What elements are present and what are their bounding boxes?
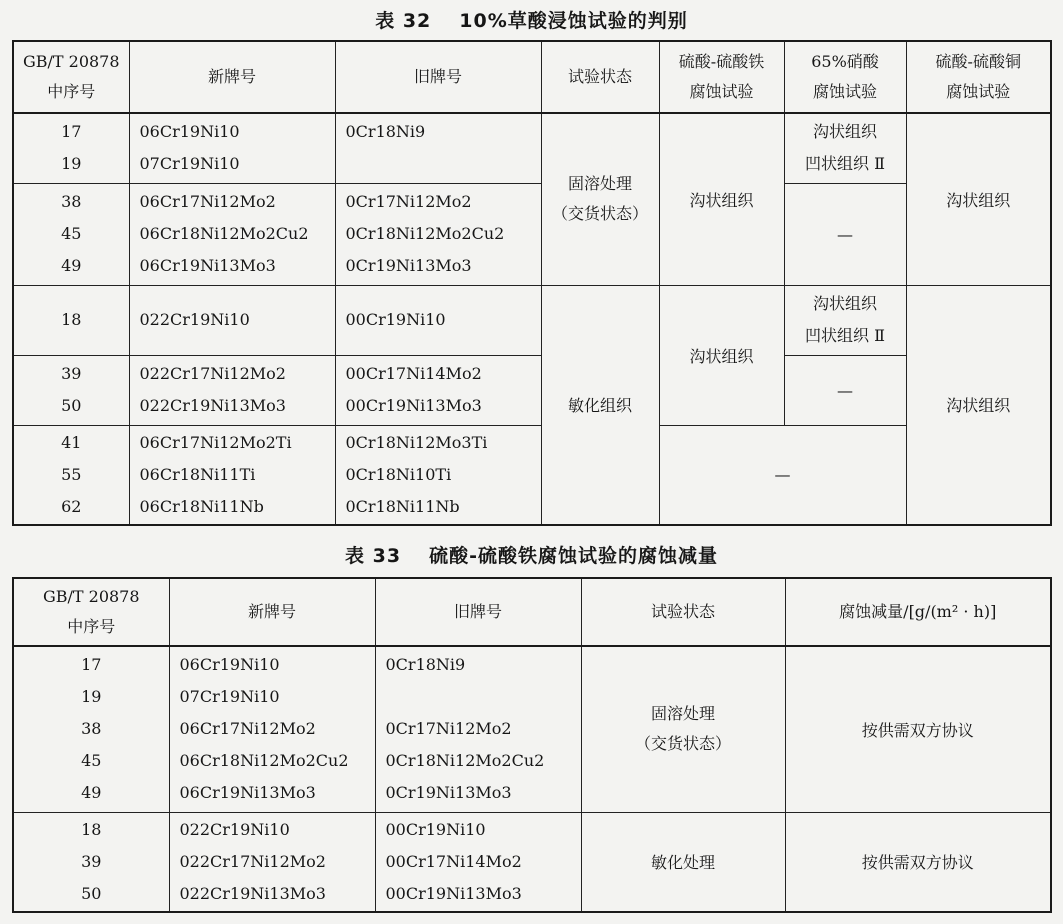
header-h2so4-cu: 硫酸-硫酸铜 腐蚀试验 xyxy=(906,41,1051,113)
new-grade-cell: 06Cr19Ni10 07Cr19Ni10 xyxy=(129,113,335,183)
new-grade-cell: 06Cr17Ni12Mo2 06Cr18Ni12Mo2Cu2 06Cr19Ni13Mo3 xyxy=(129,183,335,285)
old-grade-cell: 0Cr17Ni12Mo2 0Cr18Ni12Mo2Cu2 0Cr19Ni13Mo3 xyxy=(335,183,541,285)
index-cell: 17 19 38 45 49 xyxy=(13,646,169,812)
header-state: 试验状态 xyxy=(541,41,659,113)
table33-title: 硫酸-硫酸铁腐蚀试验的腐蚀减量 xyxy=(429,545,718,567)
table-row xyxy=(13,425,1051,525)
new-grade-cell: 022Cr19Ni10 022Cr17Ni12Mo2 022Cr19Ni13Mo3 xyxy=(169,812,375,912)
hno3-result-cell: 沟状组织 凹状组织 Ⅱ xyxy=(784,113,906,183)
index-cell: 17 19 xyxy=(13,113,129,183)
table-row xyxy=(13,113,1051,183)
table33-header-row xyxy=(13,578,1051,646)
index-cell: 18 39 50 xyxy=(13,812,169,912)
header-new-grade: 新牌号 xyxy=(129,41,335,113)
table33-caption xyxy=(0,541,1063,568)
index-cell: 18 xyxy=(13,285,129,355)
old-grade-cell: 0Cr18Ni9 0Cr17Ni12Mo2 0Cr18Ni12Mo2Cu2 0Cr19Ni13Mo3 xyxy=(375,646,581,812)
table32-number: 表 32 xyxy=(375,10,432,32)
hno3-result-cell: — xyxy=(784,183,906,285)
old-grade-cell: 00Cr17Ni14Mo2 00Cr19Ni13Mo3 xyxy=(335,355,541,425)
hno3-result-cell: — xyxy=(784,355,906,425)
state-cell: 敏化组织 xyxy=(541,285,659,525)
header-new-grade: 新牌号 xyxy=(169,578,375,646)
index-cell: 39 50 xyxy=(13,355,129,425)
header-old-grade: 旧牌号 xyxy=(335,41,541,113)
header-h2so4-fe: 硫酸-硫酸铁 腐蚀试验 xyxy=(659,41,784,113)
fe-result-cell: 沟状组织 xyxy=(659,113,784,285)
table-row xyxy=(13,285,1051,355)
header-index: GB/T 20878 中序号 xyxy=(13,41,129,113)
new-grade-cell: 06Cr19Ni10 07Cr19Ni10 06Cr17Ni12Mo2 06Cr18Ni12Mo2Cu2 06Cr19Ni13Mo3 xyxy=(169,646,375,812)
header-hno3: 65%硝酸 腐蚀试验 xyxy=(784,41,906,113)
new-grade-cell: 022Cr19Ni10 xyxy=(129,285,335,355)
table32-title: 10%草酸浸蚀试验的判别 xyxy=(459,10,688,32)
index-cell: 41 55 62 xyxy=(13,425,129,525)
state-cell: 固溶处理 （交货状态） xyxy=(581,646,785,812)
table32 xyxy=(12,40,1052,526)
fe-result-cell: 沟状组织 xyxy=(659,285,784,425)
new-grade-cell: 022Cr17Ni12Mo2 022Cr19Ni13Mo3 xyxy=(129,355,335,425)
table32-caption xyxy=(0,6,1063,33)
header-corrosion-loss: 腐蚀减量/[g/(m² · h)] xyxy=(785,578,1051,646)
header-state: 试验状态 xyxy=(581,578,785,646)
fe-hno3-result-cell: — xyxy=(659,425,906,525)
cu-result-cell: 沟状组织 xyxy=(906,285,1051,525)
corrosion-loss-cell: 按供需双方协议 xyxy=(785,646,1051,812)
state-cell: 敏化处理 xyxy=(581,812,785,912)
cu-result-cell: 沟状组织 xyxy=(906,113,1051,285)
old-grade-cell: 00Cr19Ni10 xyxy=(335,285,541,355)
new-grade-cell: 06Cr17Ni12Mo2Ti 06Cr18Ni11Ti 06Cr18Ni11Nb xyxy=(129,425,335,525)
table32-header-row xyxy=(13,41,1051,113)
table-row xyxy=(13,183,1051,285)
header-old-grade: 旧牌号 xyxy=(375,578,581,646)
state-cell: 固溶处理 （交货状态） xyxy=(541,113,659,285)
old-grade-cell: 0Cr18Ni9 xyxy=(335,113,541,183)
old-grade-cell: 0Cr18Ni12Mo3Ti 0Cr18Ni10Ti 0Cr18Ni11Nb xyxy=(335,425,541,525)
table33-number: 表 33 xyxy=(345,545,402,567)
table-row xyxy=(13,355,1051,425)
corrosion-loss-cell: 按供需双方协议 xyxy=(785,812,1051,912)
table-row xyxy=(13,646,1051,812)
table-row xyxy=(13,812,1051,912)
old-grade-cell: 00Cr19Ni10 00Cr17Ni14Mo2 00Cr19Ni13Mo3 xyxy=(375,812,581,912)
table33 xyxy=(12,577,1052,913)
index-cell: 38 45 49 xyxy=(13,183,129,285)
hno3-result-cell: 沟状组织 凹状组织 Ⅱ xyxy=(784,285,906,355)
header-index: GB/T 20878 中序号 xyxy=(13,578,169,646)
